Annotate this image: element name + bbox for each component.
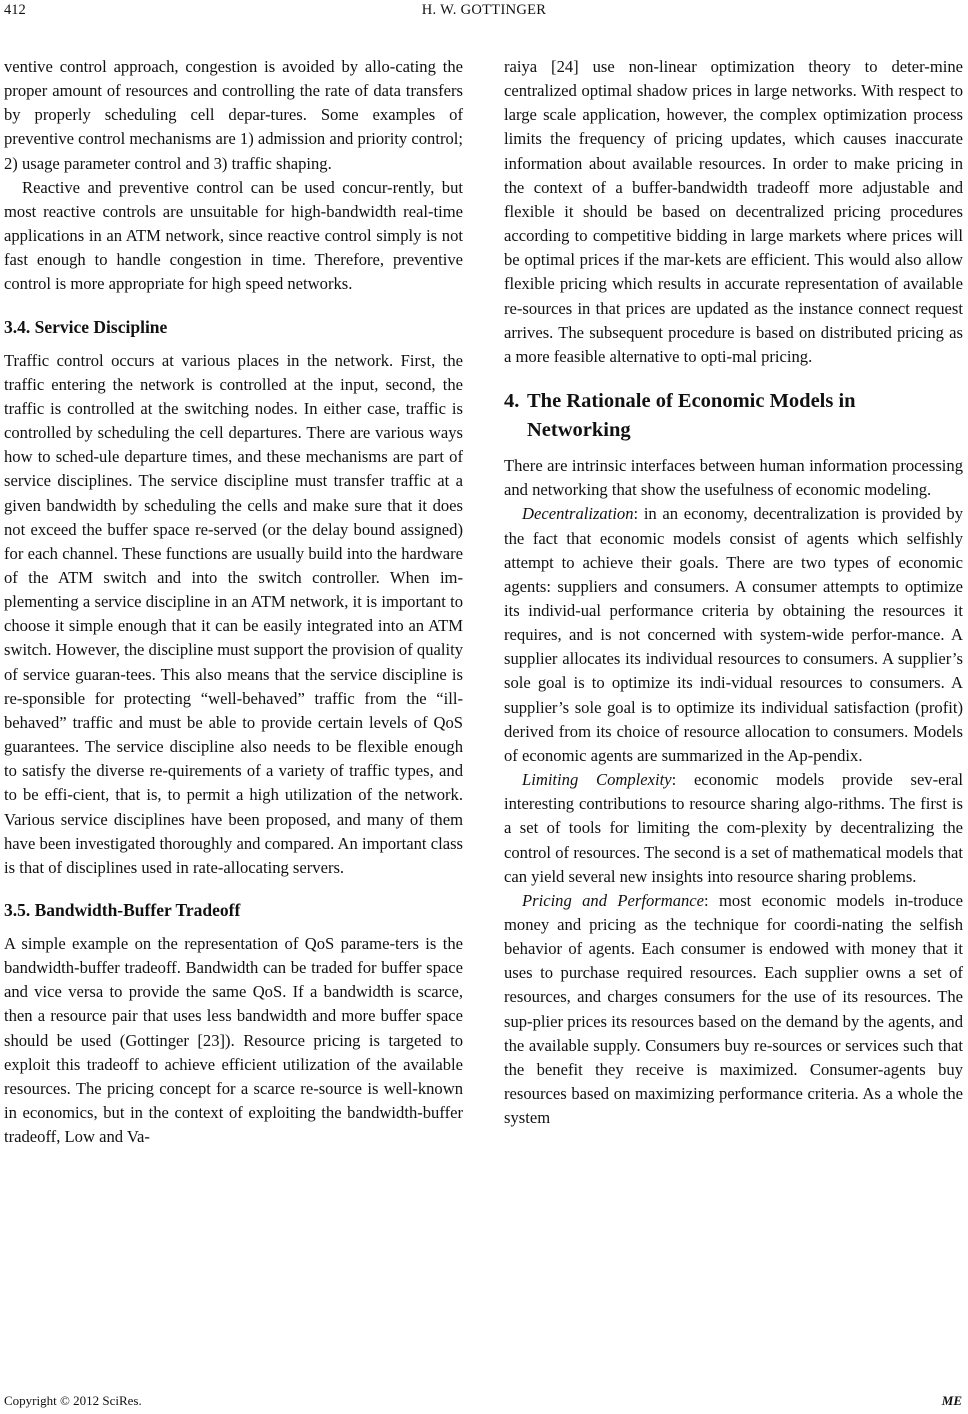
paragraph: Traffic control occurs at various places in the network. First, the traffic entering the network is controlled at the input, second, the traffic is controlled at the switching nodes. In either case, traffic is controlled by scheduling the cell departures. There are various ways how to sched-ule departure times, and these mechanisms are part of service disciplines. The service discipline must transfer traffic at a given bandwidth by scheduling the cells and make sure that it does not exceed the buffer space re-served (or the delay bound assigned) for each channel. These functions are usually build into the hardware of the ATM switch and into the switch controller. When im-plementing a service discipline in an ATM network, it is important to choose it simple enough that it can be easily integrated into an ATM switch. However, the discipline must support the provision of quality of service guaran-tees. This also means that the service discipline is re-sponsible for protecting “well-behaved” traffic from the “ill-behaved” traffic and must be able to provide certain levels of QoS guarantees. The service discipline also needs to be flexible enough to satisfy the diverse re-quirements of a variety of traffic types, and to be effi-cient, that is, to permit a high utilization of the network. Various service disciplines have been proposed, and many of them have been investigated thoroughly and compared. An important class is that of disciplines used in rate-allocating servers. xyxy=(4,350,463,877)
journal-abbrev: ME xyxy=(941,1393,962,1408)
paragraph: raiya [24] use non-linear optimization theory to deter-mine centralized optimal shadow prices in large networks. With respect to large scale application, however, the complex optimization process limits the frequency of pricing updates, which causes inaccurate information about available resources. In order to make pricing in the context of a buffer-bandwidth tradeoff more adjustable and flexible it should be based on decentralized pricing procedures according to competitive bidding in large markets where prices will be optimal prices if the mar-kets are efficient. This would also allow flexible pricing which results in accurate representation of available re-sources in that prices are updated as the instance connect request arrives. The subsequent procedure is based on distributed pricing as a more feasible alternative to opti-mal pricing. xyxy=(504,57,963,366)
paragraph-body: : economic models provide sev-eral interesting contributions to resource sharing algo-rithms. The first is a set of tools for limiting the com-plexity by decentralizing the control of resources. The second is a set of mathematical models that can yield several new insights into resource sharing problems. xyxy=(504,770,964,886)
page-header xyxy=(0,2,968,22)
section-title-line2: Networking xyxy=(527,419,631,442)
section-heading-main xyxy=(504,387,963,445)
term: Limiting Complexity xyxy=(522,770,672,790)
term: Decentralization xyxy=(522,504,634,524)
copyright: Copyright © 2012 SciRes. xyxy=(4,1393,142,1408)
paragraph xyxy=(504,768,963,889)
page-number: 412 xyxy=(4,2,26,18)
paragraph-body: : in an economy, decentralization is provided by the fact that economic models consist of agents which selfishly attempt to achieve their goals. There are two types of economic agents: suppliers and consumers. A consumer attempts to optimize its individ-ual performance criteria by obtaining the resources it requires, and is not concerned with system-wide perfor-mance. A supplier allocates its individual resources to consumers. A supplier’s sole goal is to optimize its indi-vidual resources to consumers. A supplier’s sole goal is to optimize its individual satisfaction (profit) derived from its choice of resource allocation to consumers. Models of economic agents are summarized in the Ap-pendix. xyxy=(504,504,963,765)
right-column xyxy=(504,55,963,1130)
section-number: 4. xyxy=(504,390,520,413)
paragraph: Reactive and preventive control can be used concur-rently, but most reactive controls are unsuitable for high-bandwidth real-time applications in an ATM network, since reactive control simply is not fast enough to handle congestion in time. Therefore, preventive control is more appropriate for high speed networks. xyxy=(4,177,463,294)
paragraph: A simple example on the representation of QoS parame-ters is the bandwidth-buffer tradeoff. Bandwidth can be traded for buffer space and vice versa to provide the same QoS. If a bandwidth is scarce, then a resource pair that uses less bandwidth and more buffer space should be used (Gottinger [23]). Resource pricing is targeted to exploit this tradeoff to achieve efficient utilization of the available resources. The pricing concept for a scarce re-source is well-known in economics, but in the context of exploiting the bandwidth-buffer tradeoff, Low and Va- xyxy=(4,934,463,1147)
paragraph xyxy=(504,889,963,1131)
paragraph: ventive control approach, congestion is avoided by allo-cating the proper amount of resources and controlling the rate of data transfers by properly scheduling cell depar-tures. Some examples of preventive control mechanisms are 1) admission and priority control; 2) usage parameter control and 3) traffic shaping. xyxy=(4,57,463,173)
section-heading: 3.5. Bandwidth-Buffer Tradeoff xyxy=(4,900,241,920)
section-title-line1: The Rationale of Economic Models in xyxy=(527,390,856,413)
running-head: H. W. GOTTINGER xyxy=(421,2,547,18)
paragraph xyxy=(504,502,963,768)
paragraph-body: : most economic models in-troduce money and pricing as the technique for coordi-nating the selfish behavior of agents. Each consumer is endowed with money that it uses to purchase required resources. Each supplier owns a set of resources, and charges consumers for the use of its resources. The sup-plier prices its resources based on the demand by the agents, and the available supply. Consumers buy re-sources or services such that the benefit they receive is maximized. Consumer-agents buy resources based on maximizing performance criteria. As a whole the system xyxy=(504,890,963,1128)
left-column xyxy=(4,55,463,1149)
page-footer xyxy=(4,1393,962,1409)
section-heading: 3.4. Service Discipline xyxy=(4,316,168,337)
term: Pricing and Performance xyxy=(522,890,705,910)
paragraph: There are intrinsic interfaces between human information processing and networking that show the usefulness of economic modeling. xyxy=(504,456,963,500)
